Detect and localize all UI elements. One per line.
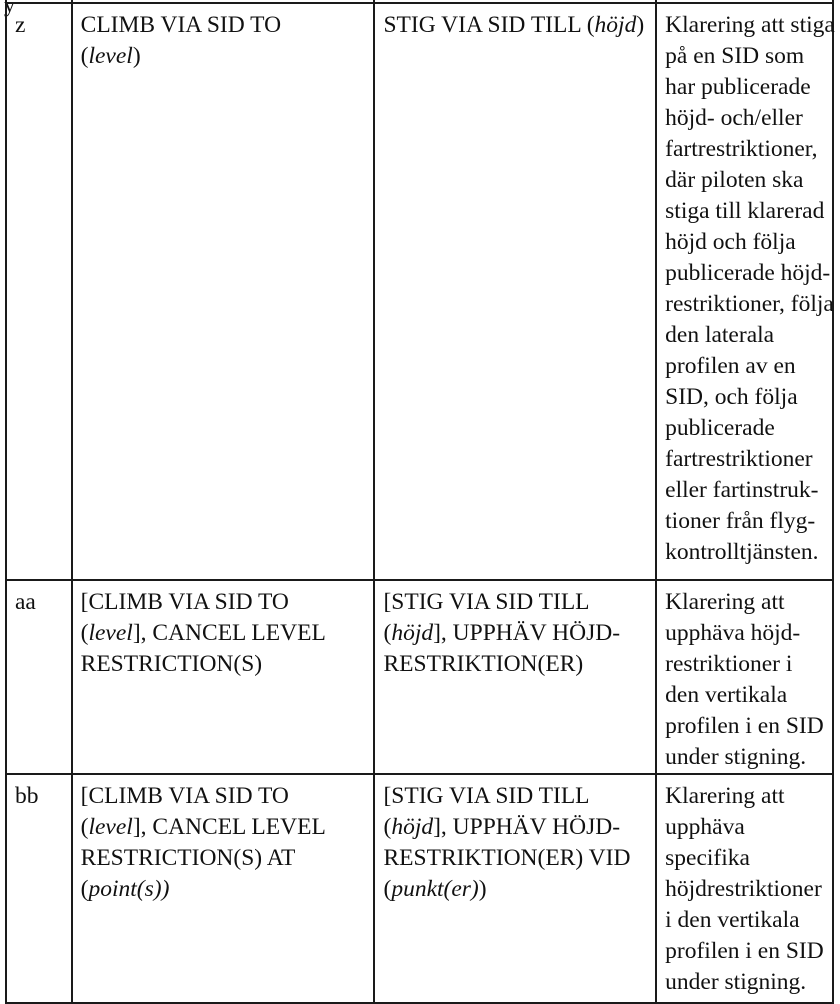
description-line: höjd- och/eller (665, 105, 803, 131)
english-phrase: [CLIMB VIA SID TO (level], CANCEL LEVEL RESTRICTION(S) AT (point(s)) (72, 774, 375, 1003)
previous-row-id-fragment: y (4, 0, 15, 17)
description-line: restriktioner, följa (665, 291, 834, 317)
description-line: publicerade (665, 415, 775, 441)
row-id: z (6, 3, 72, 580)
description-line: upphäva (665, 814, 745, 840)
description-line: Klarering att (665, 589, 785, 615)
description-line: profilen i en SID (665, 938, 824, 964)
description-line: i den vertikala (665, 907, 800, 933)
table-row-aa (6, 580, 833, 774)
description-line: höjd och följa (665, 229, 796, 255)
phraseology-table (5, 0, 834, 1004)
swedish-phrase: STIG VIA SID TILL (höjd) (374, 3, 656, 580)
description-line: profilen i en SID (665, 713, 824, 739)
description-line: tioner från flyg- (665, 508, 816, 534)
description-line: Klarering att (665, 783, 785, 809)
placeholder-hojd: höjd (391, 814, 434, 840)
swedish-phrase: [STIG VIA SID TILL (höjd], UPPHÄV HÖJD- RESTRIKTION(ER) (374, 580, 656, 774)
description-line: Klarering att stiga (665, 12, 835, 38)
placeholder-hojd: höjd (391, 620, 434, 646)
placeholder-level: level (88, 814, 133, 840)
english-phrase-line: [CLIMB VIA SID TO (80, 783, 289, 809)
description-line: under stigning. (665, 744, 807, 770)
description-line: den laterala (665, 322, 775, 348)
description-line: höjdrestriktioner (665, 876, 822, 902)
description (656, 3, 833, 580)
swedish-phrase-line: [STIG VIA SID TILL (383, 783, 590, 809)
description-line: publicerade höjd- (665, 260, 831, 286)
description-line: fartrestriktioner (665, 446, 813, 472)
english-phrase-line: CLIMB VIA SID TO (80, 12, 282, 38)
table-row-z (6, 3, 833, 580)
swedish-phrase-line: STIG VIA SID TILL (383, 12, 581, 38)
description-line: har publicerade (665, 74, 811, 100)
description-line: där piloten ska (665, 167, 804, 193)
placeholder-points: point(s)) (88, 876, 170, 902)
placeholder-level: level (88, 620, 133, 646)
swedish-phrase-line: RESTRIKTION(ER) VID (383, 845, 631, 871)
description-line: specifika (665, 845, 750, 871)
description-line: kontrolltjänsten. (665, 539, 819, 565)
english-phrase-line: RESTRICTION(S) AT (80, 845, 296, 871)
description-line: eller fartinstruk- (665, 477, 819, 503)
description-line: den vertikala (665, 682, 788, 708)
description-line: upphäva höjd- (665, 620, 801, 646)
description-line: på en SID som (665, 43, 805, 69)
description-line: fartrestriktioner, (665, 136, 818, 162)
swedish-phrase: [STIG VIA SID TILL (höjd], UPPHÄV HÖJD- RESTRIKTION(ER) VID (punkt(er)) (374, 774, 656, 1003)
description-line: stiga till klarerad (665, 198, 825, 224)
placeholder-punkter: punkt(er) (391, 876, 479, 902)
description (656, 580, 833, 774)
placeholder-level: level (88, 43, 133, 69)
swedish-phrase-line: [STIG VIA SID TILL (383, 589, 590, 615)
english-phrase-line: [CLIMB VIA SID TO (80, 589, 289, 615)
description-line: restriktioner i (665, 651, 793, 677)
description-line: SID, och följa (665, 384, 798, 410)
english-phrase: [CLIMB VIA SID TO (level], CANCEL LEVEL RESTRICTION(S) (72, 580, 375, 774)
english-phrase-line: RESTRICTION(S) (80, 651, 263, 677)
row-id: aa (6, 580, 72, 774)
swedish-phrase-line: RESTRIKTION(ER) (383, 651, 584, 677)
description-line: profilen av en (665, 353, 796, 379)
placeholder-hojd: höjd (594, 12, 637, 38)
row-id: bb (6, 774, 72, 1003)
description (656, 774, 833, 1003)
table-row-bb (6, 774, 833, 1003)
english-phrase: CLIMB VIA SID TO (level) (72, 3, 375, 580)
description-line: under stigning. (665, 969, 807, 995)
